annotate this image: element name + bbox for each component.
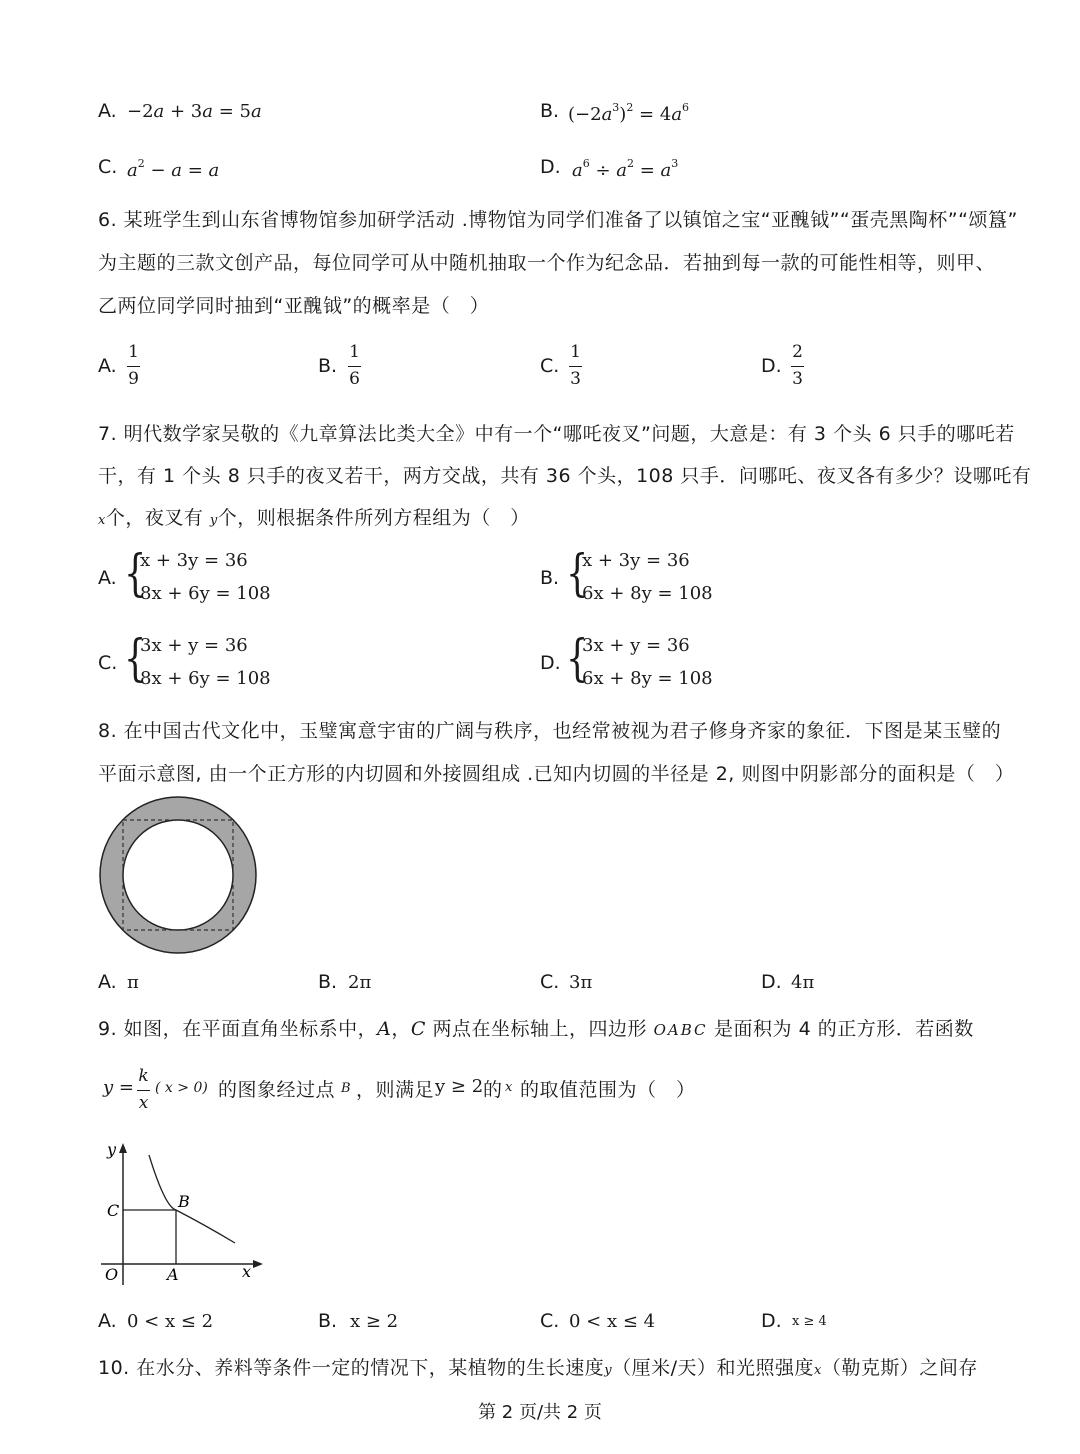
q5-option-b-label: B. xyxy=(540,100,560,122)
q6-line-3: 乙两位同学同时抽到“亚醜钺”的概率是（ ） xyxy=(98,295,490,317)
q6-option-c-label: C. xyxy=(540,355,560,377)
q7-option-d-eq2: 6x + 8y = 108 xyxy=(582,668,713,689)
q5-option-b-expr: $(-2a^3)^2 = 4a^6$ xyxy=(568,101,690,125)
q6-line-1: 6. 某班学生到山东省博物馆参加研学活动 .博物馆为同学们准备了以镇馆之宝“亚醜钺”“蛋壳黑陶杯”“颂簋” xyxy=(98,209,1018,231)
q9-option-d-value: x ≥ 4 xyxy=(792,1314,827,1329)
q7-option-b-label: B. xyxy=(540,567,560,589)
x-axis-arrow xyxy=(253,1260,263,1268)
q9-option-a-label: A. xyxy=(98,1310,117,1332)
q8-option-b-label: B. xyxy=(318,971,338,993)
q7-option-d-eq1: 3x + y = 36 xyxy=(582,635,690,656)
q8-option-d-value: 4π xyxy=(791,972,815,993)
q7-option-c-eq2: 8x + 6y = 108 xyxy=(140,668,271,689)
q7-option-c-label: C. xyxy=(98,652,118,674)
q9-option-d-label: D. xyxy=(761,1310,782,1332)
q7-option-c-eq1: 3x + y = 36 xyxy=(140,635,248,656)
q5-option-a-expr: −2a + 3a = 5a xyxy=(127,101,262,122)
q8-option-b-value: 2π xyxy=(348,972,372,993)
q7-option-a-eq2: 8x + 6y = 108 xyxy=(140,583,271,604)
q7-option-a-eq1: x + 3y = 36 xyxy=(140,550,248,571)
q9-option-c-label: C. xyxy=(540,1310,560,1332)
label-o: O xyxy=(105,1265,119,1284)
q6-option-d-label: D. xyxy=(761,355,782,377)
label-c: C xyxy=(107,1201,120,1220)
q9-line-1: 9. 如图，在平面直角坐标系中，A，C 两点在坐标轴上，四边形 OABC 是面积为 4 的正方形．若函数 xyxy=(98,1018,974,1040)
q9-option-a-value: 0 < x ≤ 2 xyxy=(127,1311,214,1332)
q7-option-b-eq1: x + 3y = 36 xyxy=(582,550,690,571)
q8-line-1: 8. 在中国古代文化中，玉璧寓意宇宙的广阔与秩序，也经常被视为君子修身齐家的象征．下图是某玉璧的 xyxy=(98,720,1002,742)
label-b: B xyxy=(178,1192,190,1211)
q7-option-d-label: D. xyxy=(540,652,561,674)
q5-option-c-label: C. xyxy=(98,156,118,178)
q7-option-b-eq2: 6x + 8y = 108 xyxy=(582,583,713,604)
y-axis-arrow xyxy=(119,1143,127,1153)
q9-option-c-value: 0 < x ≤ 4 xyxy=(569,1311,656,1332)
inner-circle xyxy=(123,820,233,930)
q9-function-fraction: k x xyxy=(138,1066,149,1114)
q5-option-d-label: D. xyxy=(540,156,561,178)
q8-option-a-value: π xyxy=(127,972,139,993)
q6-option-b-fraction: 1 6 xyxy=(349,342,360,390)
q6-option-d-fraction: 2 3 xyxy=(792,342,803,390)
q7-option-c-brace: { xyxy=(124,629,147,687)
q9-option-b-value: x ≥ 2 xyxy=(350,1311,399,1332)
q7-line-2: 干，有 1 个头 8 只手的夜叉若干，两方交战，共有 36 个头，108 只手．问哪吒、夜叉各有多少？设哪吒有 xyxy=(98,465,1032,487)
label-a: A xyxy=(167,1265,179,1284)
q8-option-d-label: D. xyxy=(761,971,782,993)
q7-option-b-brace: { xyxy=(566,544,589,602)
q6-option-b-label: B. xyxy=(318,355,338,377)
q5-option-d-expr: $a^6 \div a^2 = a^3$ xyxy=(572,157,679,181)
q7-line-3: x个，夜叉有 y个，则根据条件所列方程组为（ ） xyxy=(98,507,530,529)
q7-option-d-brace: { xyxy=(566,629,589,687)
page-footer: 第 2 页/共 2 页 xyxy=(478,1402,602,1423)
q9-option-b-label: B. xyxy=(318,1310,338,1332)
q8-option-c-value: 3π xyxy=(569,972,593,993)
q8-line-2: 平面示意图, 由一个正方形的内切圆和外接圆组成 .已知内切圆的半径是 2, 则图中阴影部分的面积是（ ） xyxy=(98,763,1015,785)
q10-line-1: 10. 在水分、养料等条件一定的情况下，某植物的生长速度y（厘米/天）和光照强度x（勒克斯）之间存 xyxy=(98,1357,978,1379)
coordinate-graph xyxy=(95,1135,270,1290)
q7-option-a-label: A. xyxy=(98,567,117,589)
label-x: x xyxy=(242,1262,252,1281)
q5-option-a-label: A. xyxy=(98,100,117,122)
q6-option-c-fraction: 1 3 xyxy=(570,342,581,390)
q7-line-1: 7. 明代数学家吴敬的《九章算法比类大全》中有一个“哪吒夜叉”问题，大意是：有 3 个头 6 只手的哪吒若 xyxy=(98,423,1015,445)
q6-line-2: 为主题的三款文创产品，每位同学可从中随机抽取一个作为纪念品．若抽到每一款的可能性相等，则甲、 xyxy=(98,252,996,274)
label-y: y xyxy=(107,1140,117,1159)
q5-option-c-expr: $a^2 - a = a$ xyxy=(127,157,220,181)
jade-disc-figure xyxy=(95,795,261,961)
q8-option-a-label: A. xyxy=(98,971,117,993)
q6-option-a-fraction: 1 9 xyxy=(128,342,139,390)
q8-option-c-label: C. xyxy=(540,971,560,993)
q7-option-a-brace: { xyxy=(124,544,147,602)
q6-option-a-label: A. xyxy=(98,355,117,377)
hyperbola-curve xyxy=(149,1155,235,1243)
